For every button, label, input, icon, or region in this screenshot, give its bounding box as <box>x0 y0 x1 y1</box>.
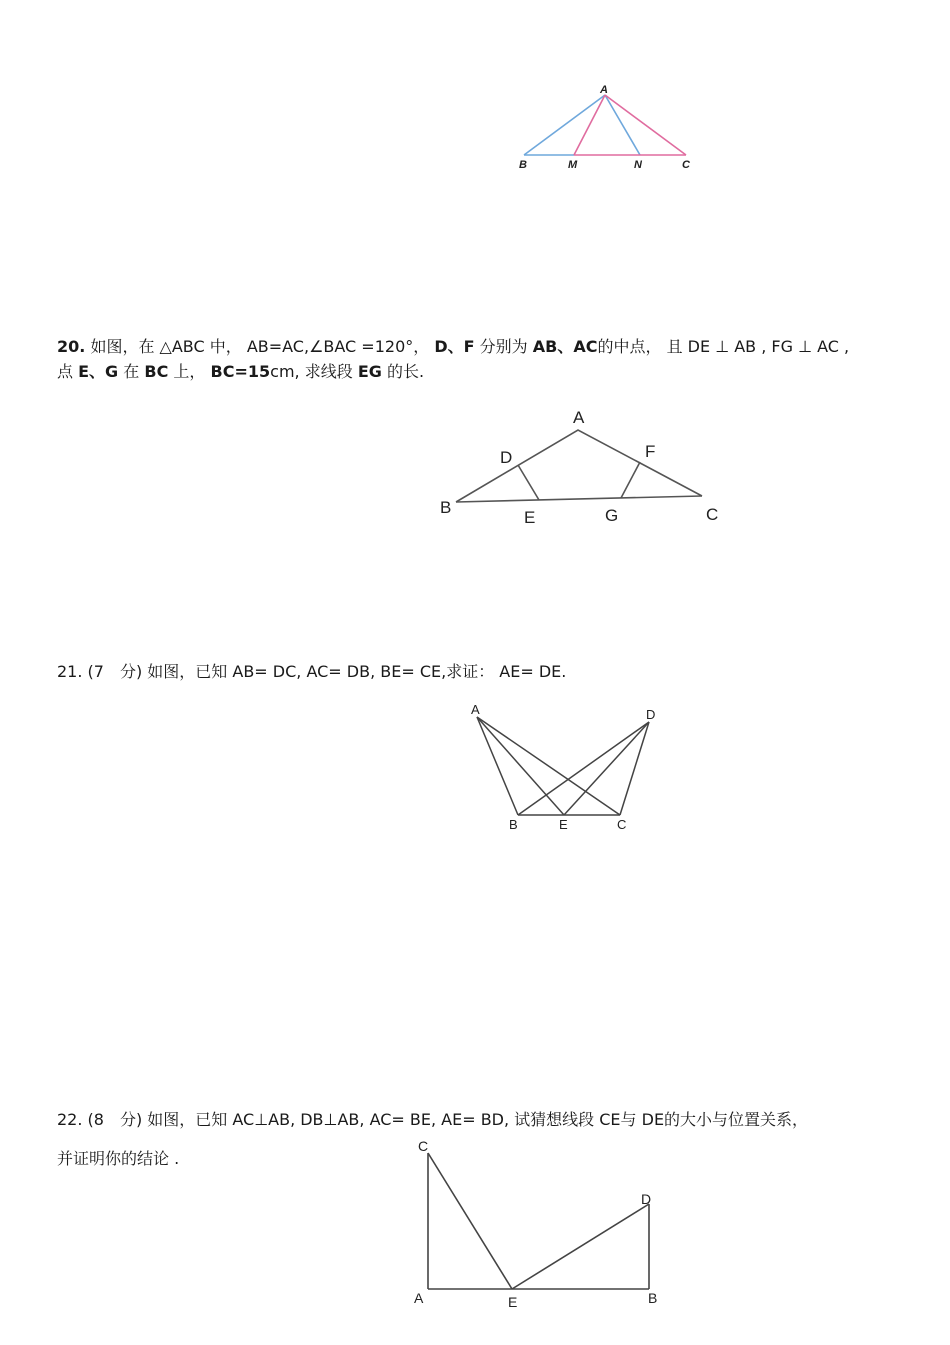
label-e: E <box>508 1294 518 1310</box>
problem-20-text-a: 如图，在 △ABC 中， AB=AC,∠BAC =120°， <box>90 337 430 356</box>
problem-20-text-e: 在 <box>123 362 140 381</box>
problem-20-text-b: 分别为 <box>479 337 528 356</box>
figure-22 <box>405 1135 675 1315</box>
problem-20-points-df: D、F <box>434 337 475 356</box>
problem-22-line-1: 22. (8 分) 如图，已知 AC⊥AB, DB⊥AB, AC= BE, AE= BD, 试猜想线段 CE与 DE的大小与位置关系， <box>57 1110 809 1129</box>
label-d: D <box>641 1191 652 1207</box>
segment-am <box>574 95 605 155</box>
problem-20-text-h: 的长. <box>386 362 425 381</box>
label-b: B <box>519 159 527 171</box>
segment-ae <box>477 717 564 815</box>
problem-22-line-2: 并证明你的结论 . <box>57 1149 180 1168</box>
label-a: A <box>573 408 585 427</box>
label-b: B <box>509 817 518 832</box>
label-n: N <box>634 159 642 171</box>
label-m: M <box>568 159 578 171</box>
label-c: C <box>617 817 627 832</box>
problem-20-segment-bc: BC <box>144 362 169 381</box>
label-d: D <box>646 707 656 722</box>
problem-20-points-eg: E、G <box>78 362 119 381</box>
label-c: C <box>706 505 719 524</box>
problem-20-line-1 <box>57 336 849 358</box>
problem-20-segment-eg: EG <box>357 362 382 381</box>
problem-20-number: 20. <box>57 337 86 356</box>
problem-20-text-c: 的中点， 且 DE ⊥ AB , FG ⊥ AC , <box>597 337 850 356</box>
figure-19 <box>510 80 710 175</box>
segment-db <box>518 722 649 815</box>
problem-20-bc-length: BC=15 <box>210 362 271 381</box>
problem-20-text-g: 求线段 <box>304 362 353 381</box>
label-f: F <box>645 442 656 461</box>
segment-an <box>605 95 640 155</box>
label-e: E <box>559 817 568 832</box>
label-a: A <box>414 1290 424 1306</box>
segment-bc <box>456 496 702 502</box>
sides-ab-ac <box>456 430 702 502</box>
segment-de <box>564 722 649 815</box>
segment-ed <box>512 1204 649 1289</box>
figure-20 <box>430 400 730 535</box>
problem-20-text-f: 上， <box>173 362 206 381</box>
figure-21 <box>460 700 680 840</box>
problem-20-line-2 <box>57 361 424 383</box>
label-d: D <box>500 448 513 467</box>
problem-20-text-d: 点 <box>57 362 74 381</box>
label-b: B <box>440 498 452 517</box>
label-e: E <box>524 508 536 527</box>
segment-ce <box>428 1153 512 1289</box>
segment-de <box>518 465 539 500</box>
problem-20-unit: cm, <box>270 362 300 381</box>
label-a: A <box>471 702 480 717</box>
segment-dc <box>620 722 649 815</box>
label-g: G <box>605 506 619 525</box>
segment-ac <box>477 717 620 815</box>
segment-ac <box>605 95 686 155</box>
label-a: A <box>600 84 608 96</box>
label-b: B <box>648 1290 658 1306</box>
segment-ba <box>524 95 605 155</box>
problem-20-segments-ab-ac: AB、AC <box>532 337 598 356</box>
label-c: C <box>682 159 690 171</box>
segment-fg <box>621 462 640 498</box>
label-c: C <box>418 1138 429 1154</box>
problem-21-text: 21. (7 分) 如图，已知 AB= DC, AC= DB, BE= CE,求证： AE= DE. <box>57 662 567 681</box>
